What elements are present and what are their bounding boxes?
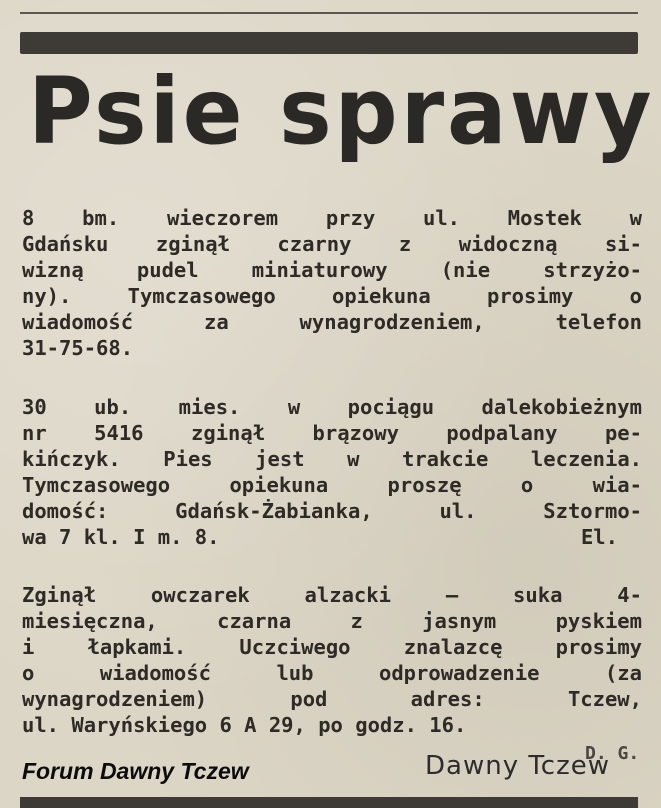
headline: Psie sprawy <box>28 58 655 165</box>
forum-label: Forum Dawny Tczew <box>22 758 249 784</box>
bottom-heavy-rule <box>20 797 638 808</box>
article-line: Gdańsku zginął czarny z widoczną si- <box>22 232 642 256</box>
article-last-line <box>22 524 642 550</box>
article-line: wa 7 kl. I m. 8. <box>22 525 220 549</box>
top-thin-rule <box>20 12 638 14</box>
article-line: 30 ub. mies. w pociągu dalekobieżnym <box>22 395 642 419</box>
article-line: kińczyk. Pies jest w trakcie leczenia. <box>22 447 642 471</box>
article-line: Tymczasowego opiekuna proszę o wia- <box>22 473 642 497</box>
article-line: i łapkami. Uczciwego znalazcę prosimy <box>22 635 642 659</box>
article-line: wiadomość za wynagrodzeniem, telefon <box>22 310 642 334</box>
article-line: Zginął owczarek alzacki — suka 4- <box>22 583 642 607</box>
article-line: wynagrodzeniem) pod adres: Tczew, <box>22 687 642 711</box>
author-signature: D. G. <box>585 743 640 764</box>
article-dog-poodle <box>22 205 642 361</box>
article-line: ny). Tymczasowego opiekuna prosimy o <box>22 284 642 308</box>
article-line: 31-75-68. <box>22 336 134 360</box>
article-line: ul. Waryńskiego 6 A 29, po godz. 16. <box>22 713 467 737</box>
article-dog-alsatian <box>22 582 642 738</box>
top-heavy-rule <box>20 32 638 54</box>
article-line: domość: Gdańsk-Żabianka, ul. Sztormo- <box>22 499 642 523</box>
article-line: miesięczna, czarna z jasnym pyskiem <box>22 609 642 633</box>
article-line: nr 5416 zginął brązowy podpalany pe- <box>22 421 642 445</box>
article-line: 8 bm. wieczorem przy ul. Mostek w <box>22 206 642 230</box>
article-line: o wiadomość lub odprowadzenie (za <box>22 661 642 685</box>
article-line: wizną pudel miniaturowy (nie strzyżo- <box>22 258 642 282</box>
watermark-text: Dawny Tczew <box>425 751 611 781</box>
article-dog-pekingese <box>22 394 642 550</box>
author-signature: El. <box>580 525 618 549</box>
